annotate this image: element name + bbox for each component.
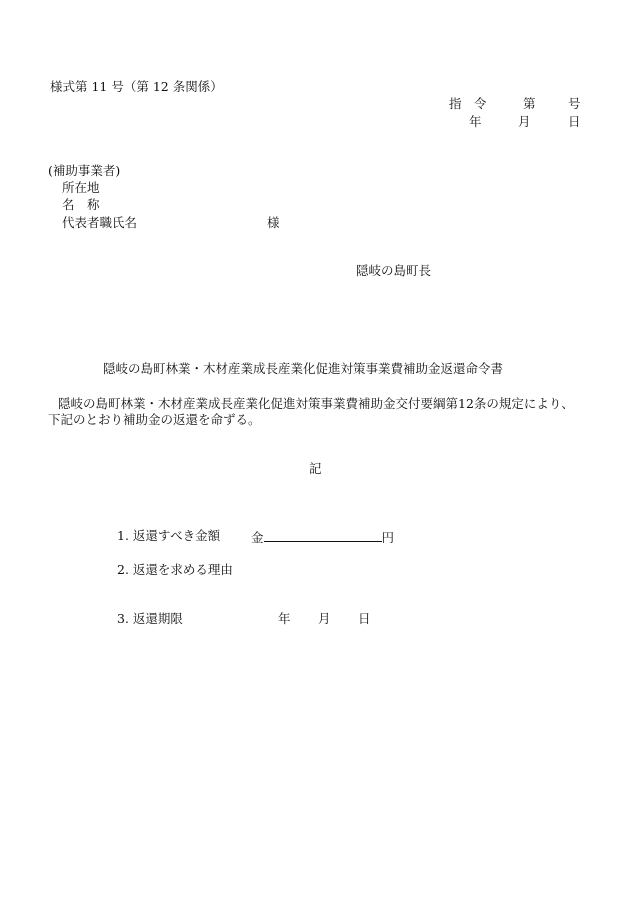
recipient-address-label: 所在地	[62, 180, 100, 195]
item-1-prefix: 金	[251, 530, 264, 545]
recipient-name-label: 名 称	[62, 197, 100, 212]
item-3-month: 月	[318, 611, 331, 626]
date-year: 年	[469, 114, 482, 129]
recipient-heading: (補助事業者)	[48, 163, 121, 178]
item-1-suffix: 円	[381, 530, 395, 545]
date-month: 月	[518, 114, 531, 129]
amount-blank-line	[264, 528, 382, 542]
recipient-honorific: 様	[267, 215, 280, 230]
item-3-day: 日	[358, 611, 371, 626]
body-line-2: 下記のとおり補助金の返還を命ずる。	[48, 412, 261, 427]
date-day: 日	[568, 114, 581, 129]
recipient-rep-label: 代表者職氏名	[62, 215, 138, 230]
order-number-prefix: 指 令	[449, 96, 487, 111]
item-2-label: 2. 返還を求める理由	[117, 562, 233, 577]
item-3-label: 3. 返還期限	[117, 611, 183, 626]
ki-heading: 記	[309, 461, 322, 476]
order-number-dai: 第	[523, 96, 536, 111]
document-title: 隠岐の島町林業・木材産業成長産業化促進対策事業費補助金返還命令書	[103, 361, 504, 376]
order-number-go: 号	[568, 96, 581, 111]
item-1-amount	[251, 528, 394, 546]
item-1-label: 1. 返還すべき金額	[117, 528, 221, 543]
item-3-year: 年	[278, 611, 291, 626]
body-line-1: 隠岐の島町林業・木材産業成長産業化促進対策事業費補助金交付要綱第12条の規定により、	[58, 396, 574, 411]
form-label: 様式第 11 号（第 12 条関係）	[50, 79, 223, 94]
issuer-name: 隠岐の島町長	[356, 263, 432, 278]
